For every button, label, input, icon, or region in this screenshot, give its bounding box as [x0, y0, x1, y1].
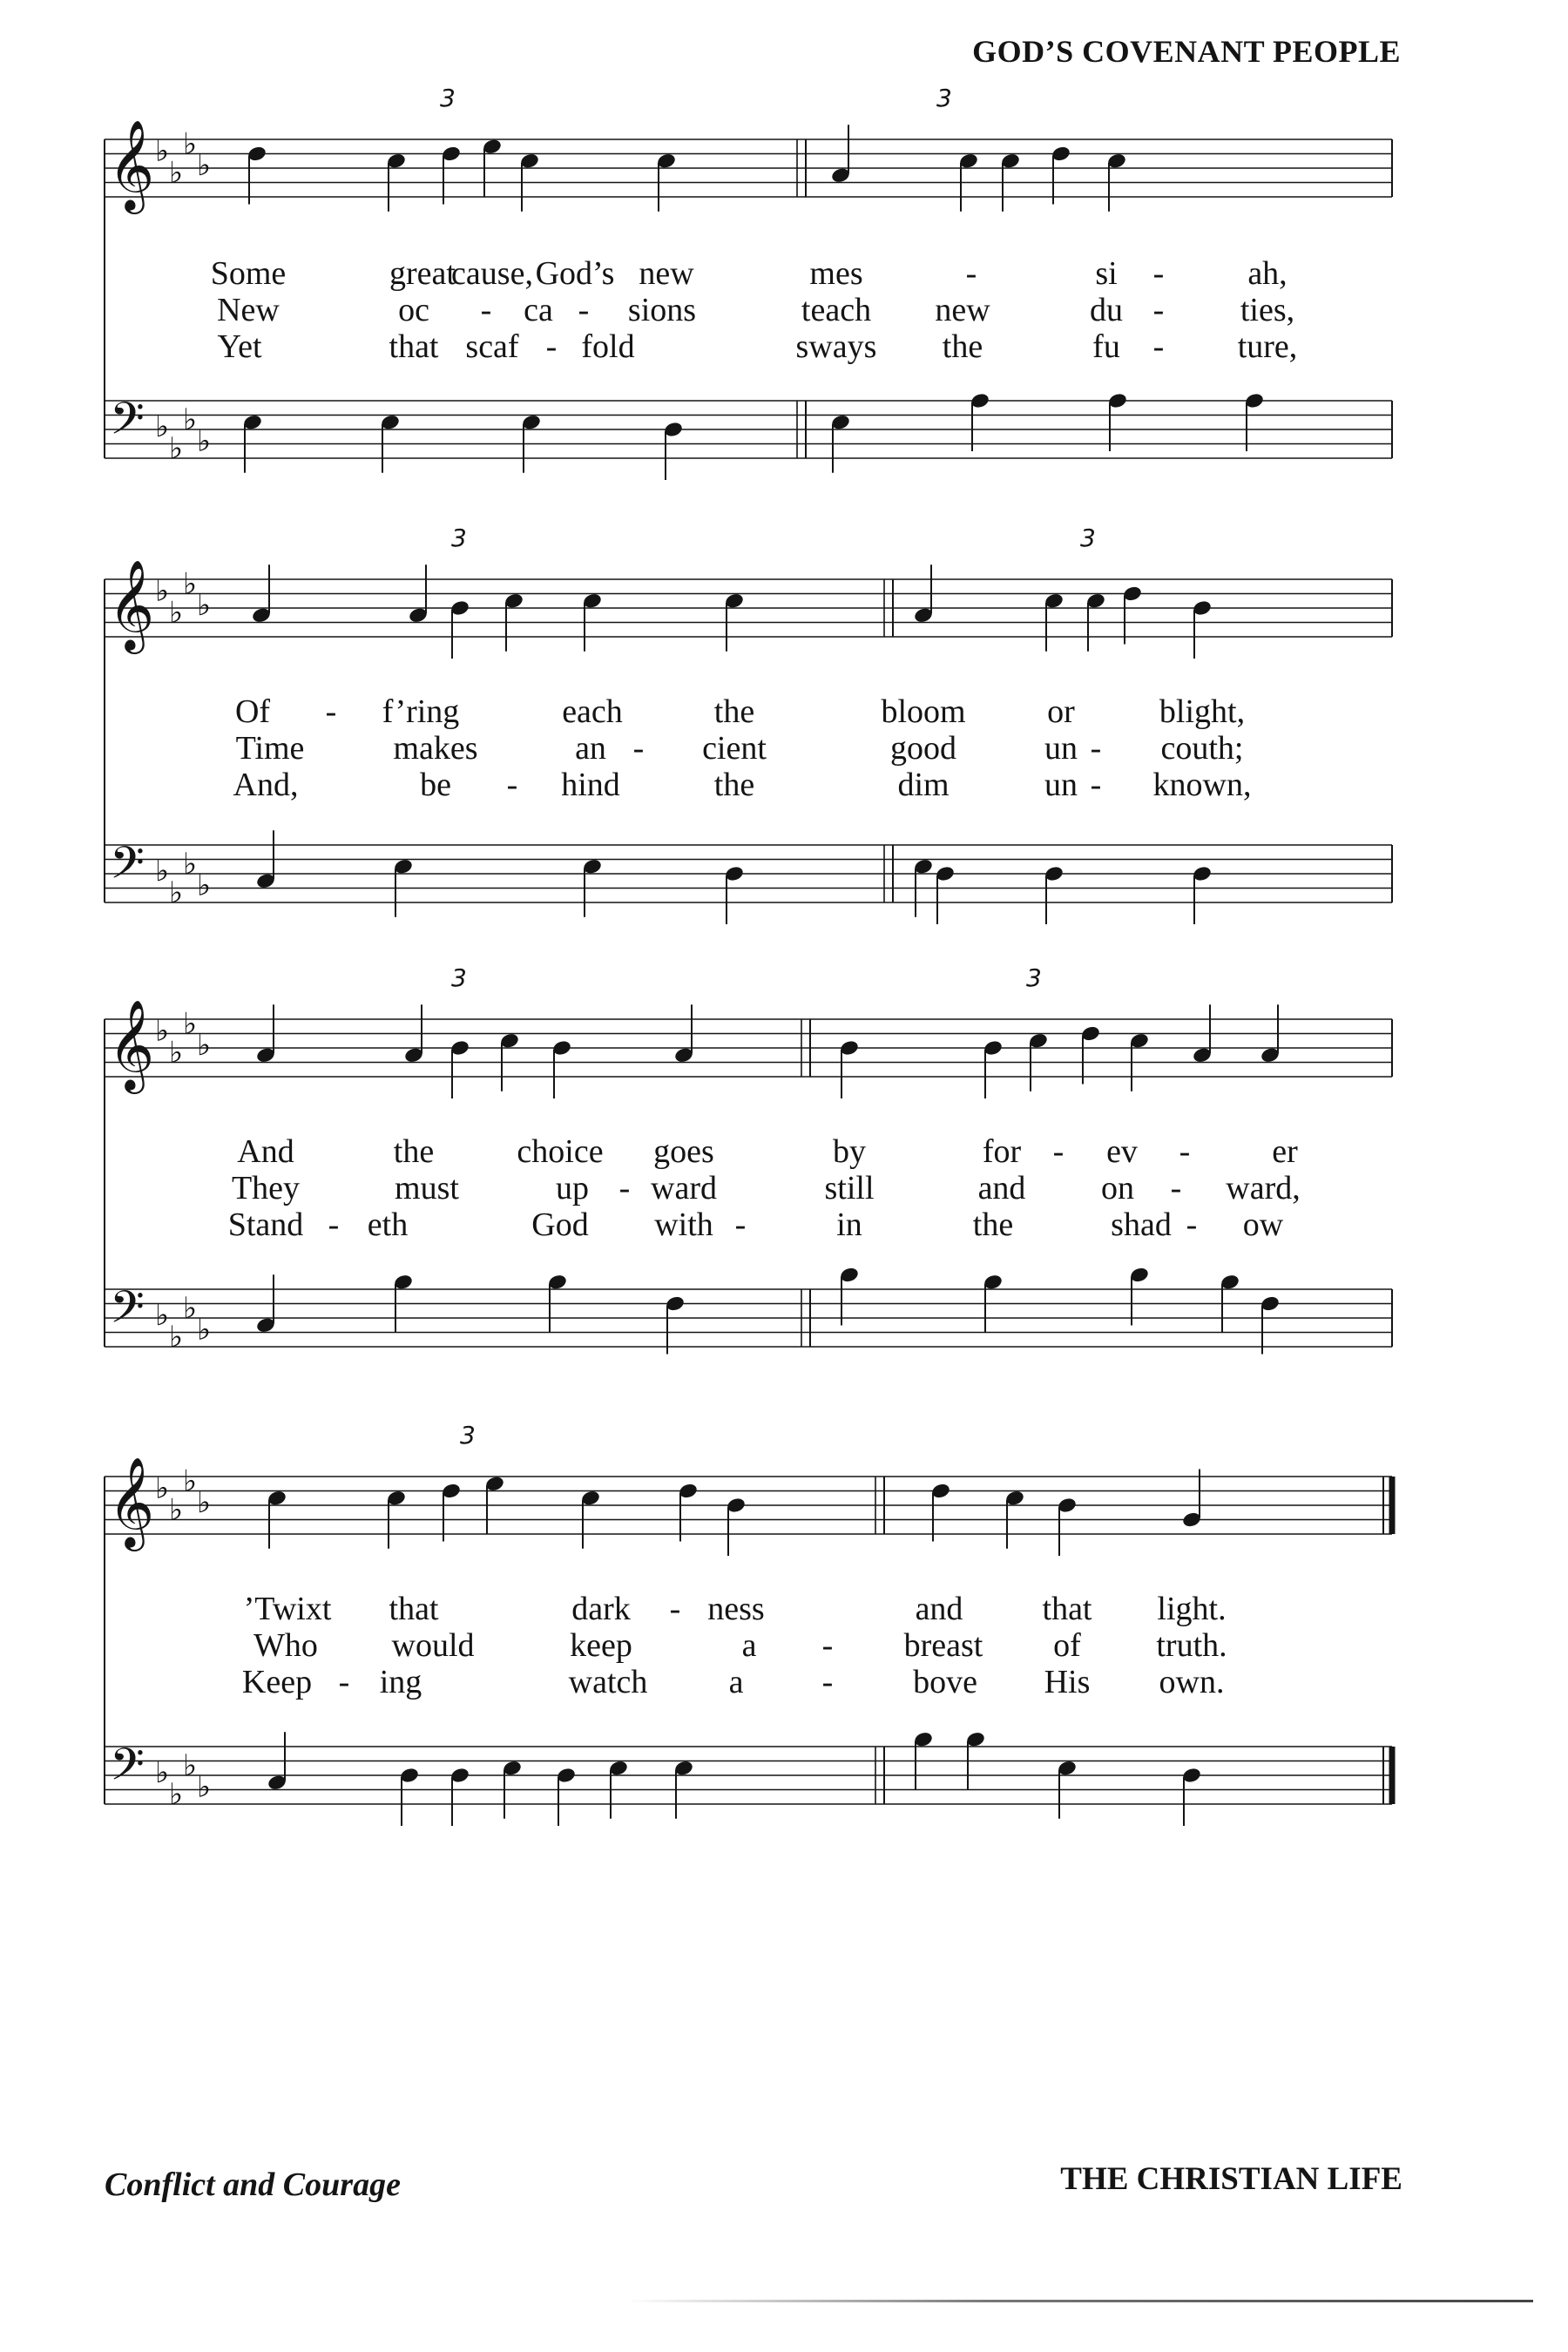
flat-icon: ♭ [155, 409, 170, 444]
lyric-syllable: cause, [451, 255, 533, 292]
treble-clef-icon: 𝄞 [108, 999, 155, 1091]
lyric-hyphen: - [480, 292, 492, 328]
lyric-syllable: still [824, 1170, 875, 1206]
flat-icon: ♭ [197, 1312, 212, 1348]
lyric-syllable: a [741, 1627, 757, 1664]
lyric-hyphen: - [1186, 1206, 1198, 1243]
lyric-hyphen: - [1052, 1133, 1064, 1170]
lyric-syllable: in [836, 1206, 862, 1243]
triplet-mark: 3 [1080, 524, 1096, 552]
lyric-syllable: mes [809, 255, 863, 292]
lyric-syllable: ness [707, 1591, 765, 1627]
bass-staff [105, 1289, 1392, 1347]
lyric-syllable: cient [702, 730, 767, 767]
lyric-hyphen: - [965, 255, 977, 292]
lyric-syllable: with [654, 1206, 713, 1243]
lyric-syllable: teach [801, 292, 872, 328]
lyric-syllable: God’s [535, 255, 615, 292]
lyric-hyphen: - [669, 1591, 681, 1627]
flat-icon: ♭ [183, 126, 198, 162]
lyric-hyphen: - [578, 292, 590, 328]
lyric-syllable: oc [398, 292, 429, 328]
treble-staff [105, 139, 1392, 197]
topic-label: Conflict and Courage [105, 2166, 401, 2203]
flat-icon: ♭ [155, 573, 170, 609]
lyric-syllable: And, [233, 767, 299, 803]
lyric-syllable: si [1095, 255, 1118, 292]
lyric-syllable: makes [393, 730, 478, 767]
lyric-syllable: dark [571, 1591, 631, 1627]
lyric-syllable: New [217, 292, 280, 328]
lyric-hyphen: - [618, 1170, 631, 1206]
lyric-syllable: er [1272, 1133, 1298, 1170]
flat-icon: ♭ [197, 588, 212, 623]
lyric-syllable: great [389, 255, 456, 292]
lyric-syllable: the [942, 328, 983, 365]
flat-icon: ♭ [197, 1028, 212, 1063]
flat-icon: ♭ [183, 402, 198, 437]
lyric-syllable: known, [1152, 767, 1252, 803]
flat-icon: ♭ [169, 595, 184, 631]
lyric-syllable: Keep [241, 1664, 313, 1700]
lyric-syllable: or [1047, 693, 1075, 730]
lyric-syllable: ward [651, 1170, 717, 1206]
lyric-syllable: un [1044, 767, 1078, 803]
lyric-syllable: ture, [1237, 328, 1298, 365]
bass-clef-icon: 𝄢 [110, 1281, 145, 1344]
flat-icon: ♭ [169, 1035, 184, 1071]
lyric-syllable: new [935, 292, 990, 328]
flat-icon: ♭ [169, 1319, 184, 1355]
lyric-syllable: goes [653, 1133, 714, 1170]
flat-icon: ♭ [155, 854, 170, 889]
lyric-syllable: couth; [1160, 730, 1244, 767]
lyric-syllable: And [237, 1133, 294, 1170]
flat-icon: ♭ [169, 1492, 184, 1528]
flat-icon: ♭ [155, 1755, 170, 1790]
lyric-hyphen: - [821, 1664, 834, 1700]
lyric-hyphen: - [506, 767, 518, 803]
lyric-syllable: by [833, 1133, 866, 1170]
treble-clef-icon: 𝄞 [108, 1456, 155, 1548]
treble-clef-icon: 𝄞 [108, 119, 155, 211]
lyric-syllable: on [1101, 1170, 1134, 1206]
lyric-syllable: bove [913, 1664, 977, 1700]
flat-icon: ♭ [169, 155, 184, 191]
lyric-hyphen: - [325, 693, 337, 730]
bass-clef-icon: 𝄢 [110, 1738, 145, 1801]
lyric-syllable: be [420, 767, 451, 803]
lyric-syllable: Stand [227, 1206, 304, 1243]
flat-icon: ♭ [169, 430, 184, 466]
lyric-hyphen: - [1152, 328, 1165, 365]
lyric-syllable: fu [1092, 328, 1120, 365]
page-rule [627, 2300, 1533, 2302]
lyric-syllable: of [1053, 1627, 1081, 1664]
bass-staff [105, 401, 1392, 458]
lyric-syllable: for [982, 1133, 1022, 1170]
triplet-mark: 3 [460, 1421, 476, 1450]
lyric-syllable: Who [253, 1627, 318, 1664]
triplet-mark: 3 [936, 84, 952, 112]
lyric-syllable: sions [627, 292, 697, 328]
lyric-hyphen: - [1170, 1170, 1182, 1206]
lyric-syllable: that [1042, 1591, 1092, 1627]
flat-icon: ♭ [169, 1776, 184, 1812]
triplet-mark: 3 [451, 524, 467, 552]
lyric-syllable: scaf [465, 328, 519, 365]
flat-icon: ♭ [197, 868, 212, 903]
flat-icon: ♭ [183, 846, 198, 882]
lyric-syllable: ow [1242, 1206, 1284, 1243]
lyric-syllable: sways [795, 328, 877, 365]
lyric-syllable: would [391, 1627, 475, 1664]
lyric-syllable: the [713, 767, 755, 803]
lyric-syllable: the [713, 693, 755, 730]
lyric-syllable: shad [1111, 1206, 1172, 1243]
lyric-hyphen: - [1152, 292, 1165, 328]
lyric-hyphen: - [328, 1206, 340, 1243]
flat-icon: ♭ [155, 133, 170, 169]
lyric-syllable: and [977, 1170, 1026, 1206]
triplet-mark: 3 [451, 963, 467, 992]
lyric-syllable: a [728, 1664, 744, 1700]
lyric-syllable: fold [581, 328, 635, 365]
lyric-syllable: His [1044, 1664, 1091, 1700]
lyric-syllable: Yet [217, 328, 262, 365]
flat-icon: ♭ [155, 1470, 170, 1506]
lyric-hyphen: - [545, 328, 558, 365]
lyric-syllable: the [972, 1206, 1014, 1243]
lyric-syllable: Some [210, 255, 287, 292]
lyric-hyphen: - [821, 1627, 834, 1664]
lyric-syllable: up [556, 1170, 589, 1206]
flat-icon: ♭ [155, 1013, 170, 1049]
lyric-hyphen: - [734, 1206, 747, 1243]
lyric-syllable: breast [903, 1627, 983, 1664]
lyric-syllable: eth [367, 1206, 409, 1243]
flat-icon: ♭ [183, 1290, 198, 1326]
flat-icon: ♭ [183, 1463, 198, 1499]
bass-clef-icon: 𝄢 [110, 392, 145, 456]
flat-icon: ♭ [183, 566, 198, 602]
lyric-syllable: Time [235, 730, 305, 767]
flat-icon: ♭ [183, 1747, 198, 1783]
flat-icon: ♭ [197, 148, 212, 183]
lyric-syllable: that [389, 1591, 439, 1627]
lyric-syllable: an [575, 730, 606, 767]
lyric-syllable: each [562, 693, 623, 730]
lyric-syllable: ah, [1247, 255, 1288, 292]
lyric-syllable: Of [234, 693, 271, 730]
lyric-syllable: God [531, 1206, 589, 1243]
lyric-hyphen: - [1152, 255, 1165, 292]
lyric-syllable: du [1090, 292, 1123, 328]
section-title: GOD’S COVENANT PEOPLE [972, 34, 1401, 69]
lyric-syllable: new [639, 255, 694, 292]
lyric-hyphen: - [1179, 1133, 1191, 1170]
lyric-syllable: dim [897, 767, 950, 803]
lyric-syllable: own. [1159, 1664, 1225, 1700]
lyric-syllable: must [395, 1170, 459, 1206]
flat-icon: ♭ [155, 1298, 170, 1333]
bass-clef-icon: 𝄢 [110, 836, 145, 900]
lyric-syllable: un [1044, 730, 1078, 767]
lyric-syllable: ward, [1226, 1170, 1301, 1206]
lyric-syllable: keep [570, 1627, 632, 1664]
lyric-hyphen: - [1090, 730, 1102, 767]
lyric-syllable: good [890, 730, 956, 767]
lyric-syllable: that [389, 328, 439, 365]
flat-icon: ♭ [197, 423, 212, 459]
category-label: THE CHRISTIAN LIFE [1060, 2161, 1402, 2197]
lyric-syllable: light. [1157, 1591, 1227, 1627]
lyric-syllable: ing [379, 1664, 422, 1700]
lyric-syllable: bloom [881, 693, 966, 730]
lyric-syllable: and [915, 1591, 963, 1627]
flat-icon: ♭ [169, 875, 184, 910]
flat-icon: ♭ [183, 1006, 198, 1042]
triplet-mark: 3 [1026, 963, 1042, 992]
lyric-syllable: f’ring [382, 693, 460, 730]
lyric-syllable: blight, [1159, 693, 1246, 730]
lyric-syllable: truth. [1156, 1627, 1227, 1664]
lyric-syllable: ca [524, 292, 553, 328]
flat-icon: ♭ [197, 1769, 212, 1805]
triplet-mark: 3 [440, 84, 456, 112]
lyric-syllable: watch [568, 1664, 648, 1700]
lyric-syllable: ev [1106, 1133, 1138, 1170]
treble-clef-icon: 𝄞 [108, 559, 155, 651]
lyric-hyphen: - [632, 730, 645, 767]
lyric-syllable: ’Twixt [243, 1591, 332, 1627]
lyric-syllable: the [393, 1133, 435, 1170]
lyric-syllable: They [231, 1170, 301, 1206]
flat-icon: ♭ [197, 1485, 212, 1520]
lyric-syllable: hind [561, 767, 620, 803]
treble-staff [105, 1019, 1392, 1077]
lyric-hyphen: - [1090, 767, 1102, 803]
lyric-syllable: choice [517, 1133, 604, 1170]
lyric-syllable: ties, [1240, 292, 1295, 328]
lyric-hyphen: - [338, 1664, 350, 1700]
